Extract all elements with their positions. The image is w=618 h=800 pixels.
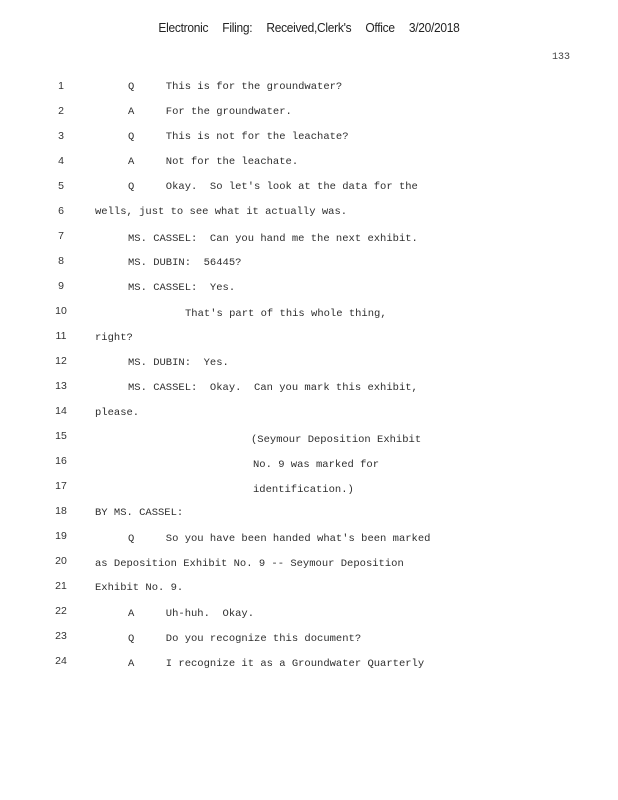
transcript-line: please. — [95, 407, 140, 419]
transcript-line: No. 9 was marked for — [253, 459, 380, 471]
transcript-line: MS. CASSEL: Yes. — [128, 282, 236, 294]
line-number: 13 — [55, 380, 67, 392]
line-number: 22 — [55, 605, 67, 617]
transcript-line: A I recognize it as a Groundwater Quarterly — [128, 658, 425, 670]
line-number: 4 — [58, 155, 64, 167]
line-number: 5 — [58, 180, 64, 192]
line-number: 17 — [55, 480, 67, 492]
line-number: 8 — [58, 255, 64, 267]
transcript-line: MS. DUBIN: Yes. — [128, 357, 229, 369]
line-number: 18 — [55, 505, 67, 517]
line-number: 12 — [55, 355, 67, 367]
line-number: 20 — [55, 555, 67, 567]
line-number: 15 — [55, 430, 67, 442]
transcript-line: as Deposition Exhibit No. 9 -- Seymour Deposition — [95, 558, 404, 570]
transcript-line: MS. CASSEL: Okay. Can you mark this exhibit, — [128, 382, 418, 394]
line-number: 2 — [58, 105, 64, 117]
line-number: 1 — [58, 80, 64, 92]
line-number: 23 — [55, 630, 67, 642]
line-number: 21 — [55, 580, 67, 592]
transcript-line: Exhibit No. 9. — [95, 582, 184, 594]
line-number: 14 — [55, 405, 67, 417]
transcript-line: MS. CASSEL: Can you hand me the next exhibit. — [128, 233, 418, 245]
transcript-line: right? — [95, 332, 133, 344]
line-number: 24 — [55, 655, 67, 667]
transcript-line: A Not for the leachate. — [128, 156, 299, 168]
transcript-line: Q Do you recognize this document? — [128, 633, 362, 645]
header-date: 3/20/2018 — [408, 20, 460, 35]
transcript-line: BY MS. CASSEL: — [95, 507, 184, 519]
transcript-line: MS. DUBIN: 56445? — [128, 257, 242, 269]
transcript-line: That's part of this whole thing, — [185, 308, 387, 320]
header-received: Received,Clerk's — [266, 20, 352, 35]
line-number: 7 — [58, 230, 64, 242]
transcript-line: wells, just to see what it actually was. — [95, 206, 348, 218]
header-electronic: Electronic — [158, 20, 209, 35]
header-office: Office — [365, 20, 395, 35]
transcript-line: Q This is not for the leachate? — [128, 131, 349, 143]
line-number: 11 — [55, 330, 67, 342]
transcript-line: identification.) — [253, 484, 354, 496]
transcript-line: A For the groundwater. — [128, 106, 292, 118]
page-number: 133 — [551, 52, 570, 63]
transcript-line: Q This is for the groundwater? — [128, 81, 343, 93]
transcript-line: (Seymour Deposition Exhibit — [251, 434, 422, 446]
transcript-line: A Uh-huh. Okay. — [128, 608, 255, 620]
line-number: 19 — [55, 530, 67, 542]
line-number: 9 — [58, 280, 64, 292]
transcript-line: Q Okay. So let's look at the data for the — [128, 181, 418, 193]
line-number: 10 — [55, 305, 67, 317]
line-number: 6 — [58, 205, 64, 217]
header-filing: Filing: — [222, 20, 253, 35]
transcript-line: Q So you have been handed what's been marked — [128, 533, 431, 545]
line-number: 3 — [58, 130, 64, 142]
line-number: 16 — [55, 455, 67, 467]
